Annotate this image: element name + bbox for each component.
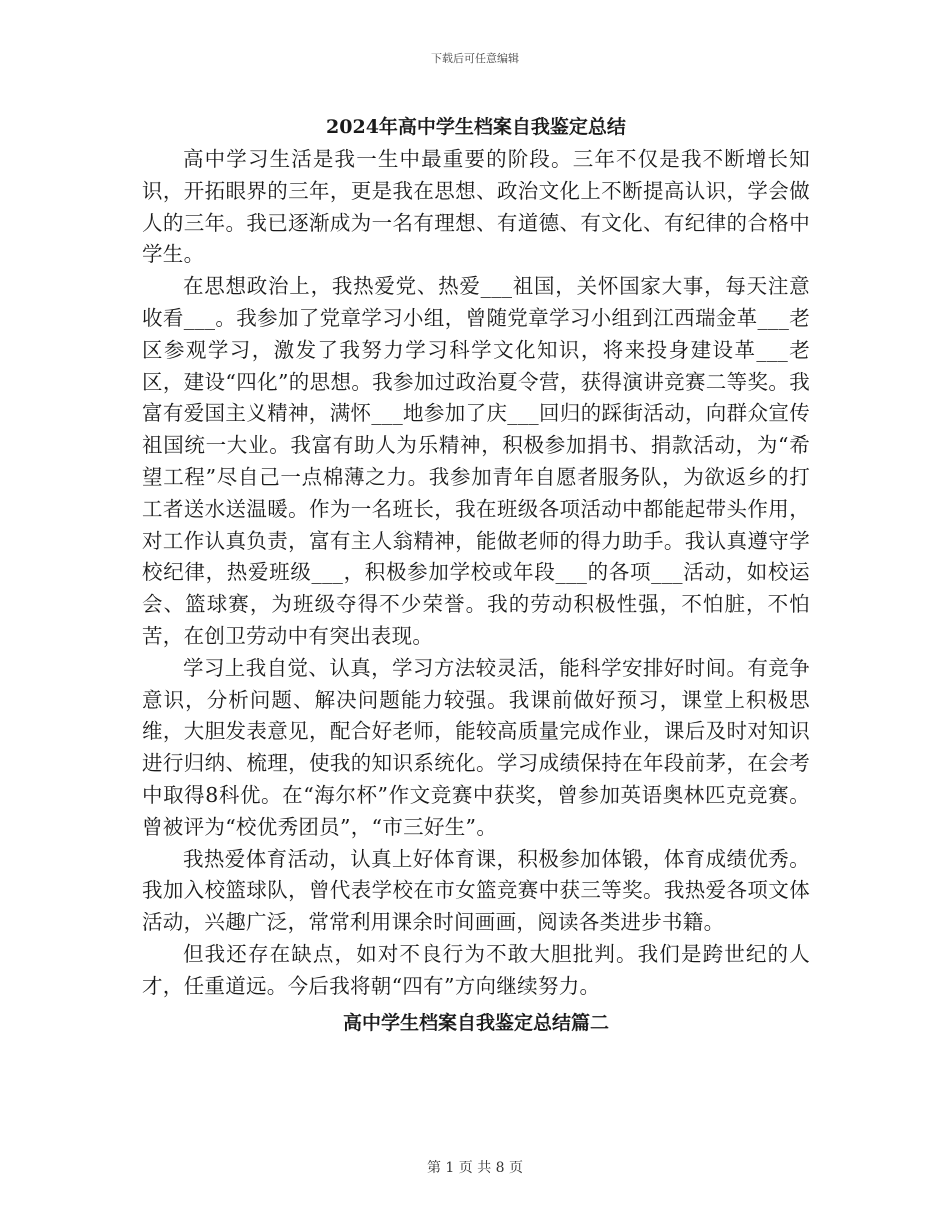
section-title: 高中学生档案自我鉴定总结篇二 [342,1011,609,1034]
document-body [142,110,810,1043]
paragraph-shortcomings: 但我还存在缺点，如对不良行为不敢大胆批判。我们是跨世纪的人才，任重道远。今后我将朝“四有”方向继续努力。 [142,941,810,998]
page-footer: 第 1 页 共 8 页 [426,1160,524,1176]
paragraph-sports: 我热爱体育活动，认真上好体育课，积极参加体锻，体育成绩优秀。我加入校篮球队，曾代表学校在市女篮竞赛中获三等奖。我热爱各项文体活动，兴趣广泛，常常利用课余时间画画，阅读各类进步书籍。 [142,846,810,935]
page-header: 下载后可任意编辑 [431,52,519,65]
paragraph-intro: 高中学习生活是我一生中最重要的阶段。三年不仅是我不断增长知识，开拓眼界的三年，更是我在思想、政治文化上不断提高认识，学会做人的三年。我已逐渐成为一名有理想、有道德、有文化、有纪律的合格中学生。 [142,147,810,267]
paragraph-ideology: 在思想政治上，我热爱党、热爱___祖国，关怀国家大事，每天注意收看___。我参加了党章学习小组，曾随党章学习小组到江西瑞金革___老区参观学习，激发了我努力学习科学文化知识，将来投身建设革___老区，建设“四化”的思想。我参加过政治夏令营，获得演讲竞赛二等奖。我富有爱国主义精神，满怀___地参加了庆___回归的踩街活动，向群众宣传祖国统一大业。我富有助人为乐精神，积极参加捐书、捐款活动，为“希望工程”尽自己一点棉薄之力。我参加青年自愿者服务队，为欲返乡的打工者送水送温暖。作为一名班长，我在班级各项活动中都能起带头作用，对工作认真负责，富有主人翁精神，能做老师的得力助手。我认真遵守学校纪律，热爱班级___，积极参加学校或年段___的各项___活动，如校运会、篮球赛，为班级夺得不少荣誉。我的劳动积极性强，不怕脏，不怕苦，在创卫劳动中有突出表现。 [142,274,810,648]
document-title: 2024年高中学生档案自我鉴定总结 [326,116,626,138]
paragraph-study: 学习上我自觉、认真，学习方法较灵活，能科学安排好时间。有竞争意识，分析问题、解决问题能力较强。我课前做好预习，课堂上积极思维，大胆发表意见，配合好老师，能较高质量完成作业，课后及时对知识进行归纳、梳理，使我的知识系统化。学习成绩保持在年段前茅，在会考中取得8科优。在“海尔杯”作文竞赛中获奖，曾参加英语奥林匹克竞赛。曾被评为“校优秀团员”，“市三好生”。 [142,655,810,839]
